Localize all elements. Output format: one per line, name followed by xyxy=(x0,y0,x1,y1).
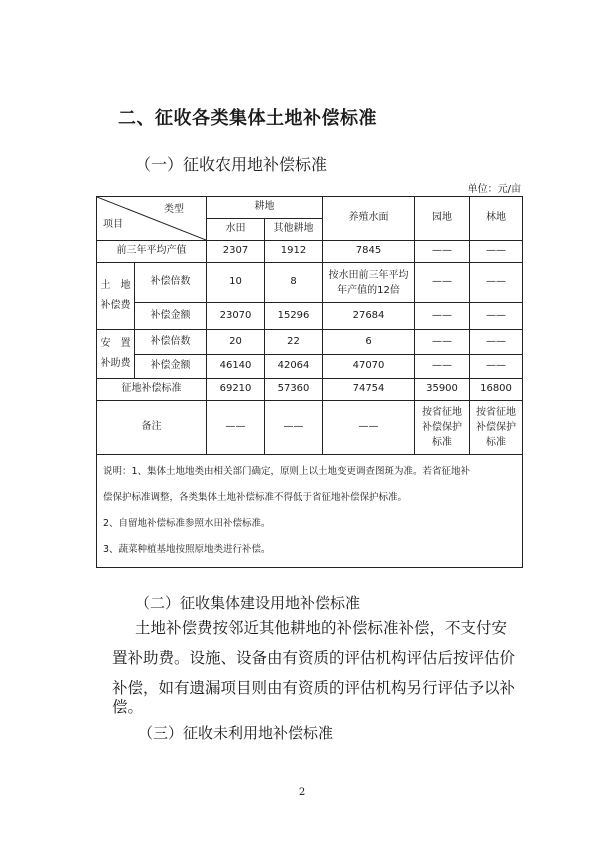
table-cell: 2307 xyxy=(207,241,265,263)
table-cell: —— xyxy=(415,263,470,303)
table-cell: —— xyxy=(415,241,470,263)
header-shuitian: 水田 xyxy=(207,219,265,241)
note-line: 偿保护标准调整，各类集体土地补偿标准不得低于省征地补偿保护标准。 xyxy=(103,492,408,503)
group-label-resettlement: 安 置 补助费 xyxy=(97,330,135,379)
row-label: 补偿倍数 xyxy=(135,330,207,355)
paragraph-line: 补偿，如有遗漏项目则由有资质的评估机构另行评估予以补 xyxy=(112,679,516,697)
table-cell: 按省征地补偿保护标准 xyxy=(415,401,470,455)
table-cell: —— xyxy=(470,303,523,330)
paragraph-line: 置补助费。设施、设备由有资质的评估机构评估后按评估价 xyxy=(112,649,516,667)
note-line: 3、蔬菜种植基地按照原地类进行补偿。 xyxy=(103,544,271,555)
header-type: 类型 xyxy=(164,204,184,215)
table-row xyxy=(97,263,523,303)
note-line: 2、自留地补偿标准参照水田补偿标准。 xyxy=(103,518,271,529)
section-title: 二、征收各类集体土地补偿标准 xyxy=(118,108,377,129)
table-cell: —— xyxy=(470,330,523,355)
paragraph-line: 偿。 xyxy=(112,698,144,716)
table-row xyxy=(97,241,523,263)
row-label: 补偿金额 xyxy=(135,355,207,379)
table-row xyxy=(97,401,523,455)
header-gengdi: 耕地 xyxy=(207,197,323,219)
table-cell: —— xyxy=(323,401,415,455)
header-item: 项目 xyxy=(103,218,123,230)
table-cell: 按水田前三年平均年产值的12倍 xyxy=(323,263,415,303)
table-cell: 6 xyxy=(323,330,415,355)
table-row xyxy=(97,379,523,401)
table-notes xyxy=(97,455,523,568)
group-label-land-compensation: 土 地 补偿费 xyxy=(97,263,135,330)
row-label: 补偿倍数 xyxy=(135,263,207,303)
table-cell: 74754 xyxy=(323,379,415,401)
table-cell: —— xyxy=(415,355,470,379)
subsection-heading-farmland: （一）征收农用地补偿标准 xyxy=(135,155,328,174)
table-row xyxy=(97,355,523,379)
table-cell: 57360 xyxy=(265,379,323,401)
table-cell: 8 xyxy=(265,263,323,303)
table-cell: 1912 xyxy=(265,241,323,263)
page-number: 2 xyxy=(298,787,306,798)
table-cell: 20 xyxy=(207,330,265,355)
table-row xyxy=(97,455,523,568)
table-cell: —— xyxy=(470,355,523,379)
table-cell: 35900 xyxy=(415,379,470,401)
header-forest: 林地 xyxy=(470,197,523,241)
row-label: 前三年平均产值 xyxy=(97,241,207,263)
table-cell: —— xyxy=(415,330,470,355)
table-cell: 按省征地补偿保护标准 xyxy=(470,401,523,455)
table-cell: 15296 xyxy=(265,303,323,330)
table-cell: 23070 xyxy=(207,303,265,330)
table-cell: —— xyxy=(470,263,523,303)
table-cell: 47070 xyxy=(323,355,415,379)
header-garden: 园地 xyxy=(415,197,470,241)
table-cell: 22 xyxy=(265,330,323,355)
table-cell: —— xyxy=(470,241,523,263)
header-aquaculture: 养殖水面 xyxy=(323,197,415,241)
table-row xyxy=(97,303,523,330)
row-label: 补偿金额 xyxy=(135,303,207,330)
row-label: 备注 xyxy=(97,401,207,455)
paragraph-line: 土地补偿费按邻近其他耕地的补偿标准补偿，不支付安 xyxy=(135,619,508,637)
table-corner-header xyxy=(97,197,207,241)
table-cell: —— xyxy=(207,401,265,455)
unit-label: 单位：元/亩 xyxy=(467,184,521,195)
table-row xyxy=(97,330,523,355)
table-cell: 46140 xyxy=(207,355,265,379)
table-cell: 27684 xyxy=(323,303,415,330)
header-other-gengdi: 其他耕地 xyxy=(265,219,323,241)
note-line: 说明：1、集体土地地类由相关部门确定，原则上以土地变更调查图斑为准。若省征地补 xyxy=(103,466,471,477)
table-cell: —— xyxy=(415,303,470,330)
table-cell: 16800 xyxy=(470,379,523,401)
table-cell: —— xyxy=(265,401,323,455)
table-cell: 10 xyxy=(207,263,265,303)
table-cell: 42064 xyxy=(265,355,323,379)
compensation-table xyxy=(96,196,523,568)
subsection-heading-construction-land: （二）征收集体建设用地补偿标准 xyxy=(135,594,361,612)
table-cell: 7845 xyxy=(323,241,415,263)
subsection-heading-unused-land: （三）征收未利用地补偿标准 xyxy=(138,724,334,742)
table-cell: 69210 xyxy=(207,379,265,401)
row-label: 征地补偿标准 xyxy=(97,379,207,401)
